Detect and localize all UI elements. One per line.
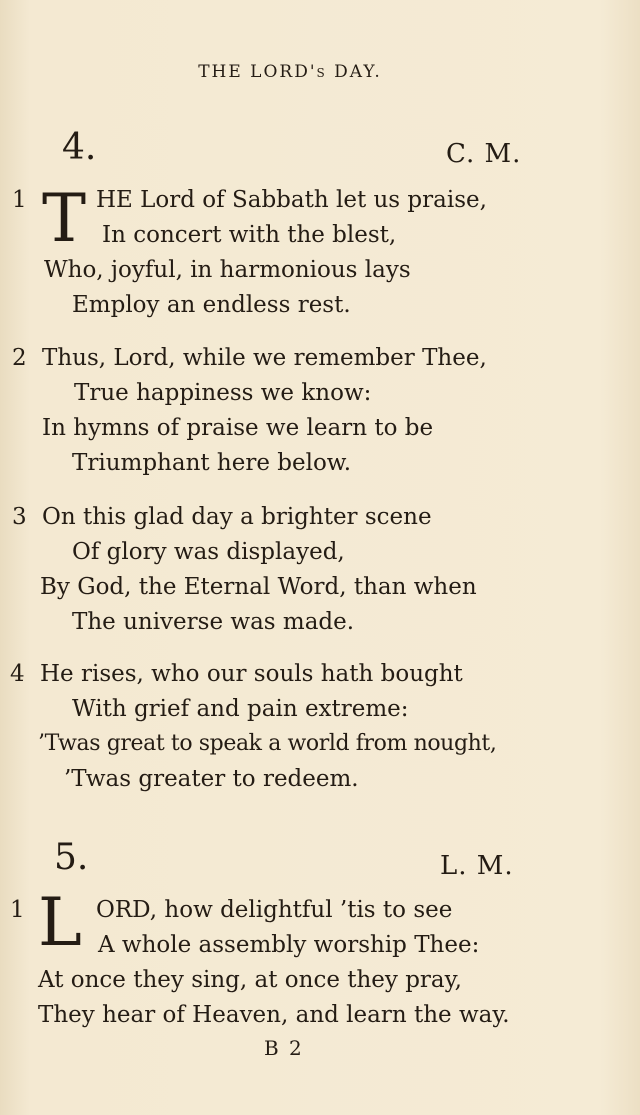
verse-line: ’Twas greater to redeem. [64, 766, 359, 792]
verse-line: In concert with the blest, [102, 222, 397, 248]
signature-mark: B 2 [264, 1036, 304, 1060]
hymn-meter: C. M. [446, 139, 522, 169]
verse-line: He rises, who our souls hath bought [40, 661, 463, 687]
verse-line: On this glad day a brighter scene [42, 504, 432, 530]
verse-line: In hymns of praise we learn to be [42, 415, 434, 441]
running-head: THE LORD's DAY. [198, 62, 382, 82]
drop-cap: L [38, 884, 82, 961]
verse-line: A whole assembly worship Thee: [98, 932, 480, 958]
stanza-number: 4 [10, 661, 25, 687]
verse-line: By God, the Eternal Word, than when [40, 574, 477, 600]
stanza-number: 3 [12, 504, 27, 530]
stanza-number: 1 [12, 187, 27, 213]
verse-line: With grief and pain extreme: [72, 696, 409, 722]
verse-line: Thus, Lord, while we remember Thee, [42, 345, 487, 371]
verse-line: HE Lord of Sabbath let us praise, [96, 187, 487, 213]
verse-line: ORD, how delightful ’tis to see [96, 897, 453, 923]
verse-line: The universe was made. [72, 609, 355, 635]
hymn-number: 4. [62, 127, 97, 168]
verse-line: They hear of Heaven, and learn the way. [38, 1002, 510, 1028]
verse-line: Employ an endless rest. [72, 292, 351, 318]
drop-cap: T [42, 180, 87, 257]
verse-line: Triumphant here below. [72, 450, 352, 476]
verse-line: Of glory was displayed, [72, 539, 345, 565]
hymn-number: 5. [54, 837, 89, 878]
hymn-meter: L. M. [440, 851, 514, 881]
verse-line: ’Twas great to speak a world from nought, [38, 731, 497, 756]
stanza-number: 2 [12, 345, 27, 371]
verse-line: At once they sing, at once they pray, [38, 967, 462, 993]
stanza-number: 1 [10, 897, 25, 923]
verse-line: True happiness we know: [74, 380, 372, 406]
verse-line: Who, joyful, in harmonious lays [44, 257, 411, 283]
